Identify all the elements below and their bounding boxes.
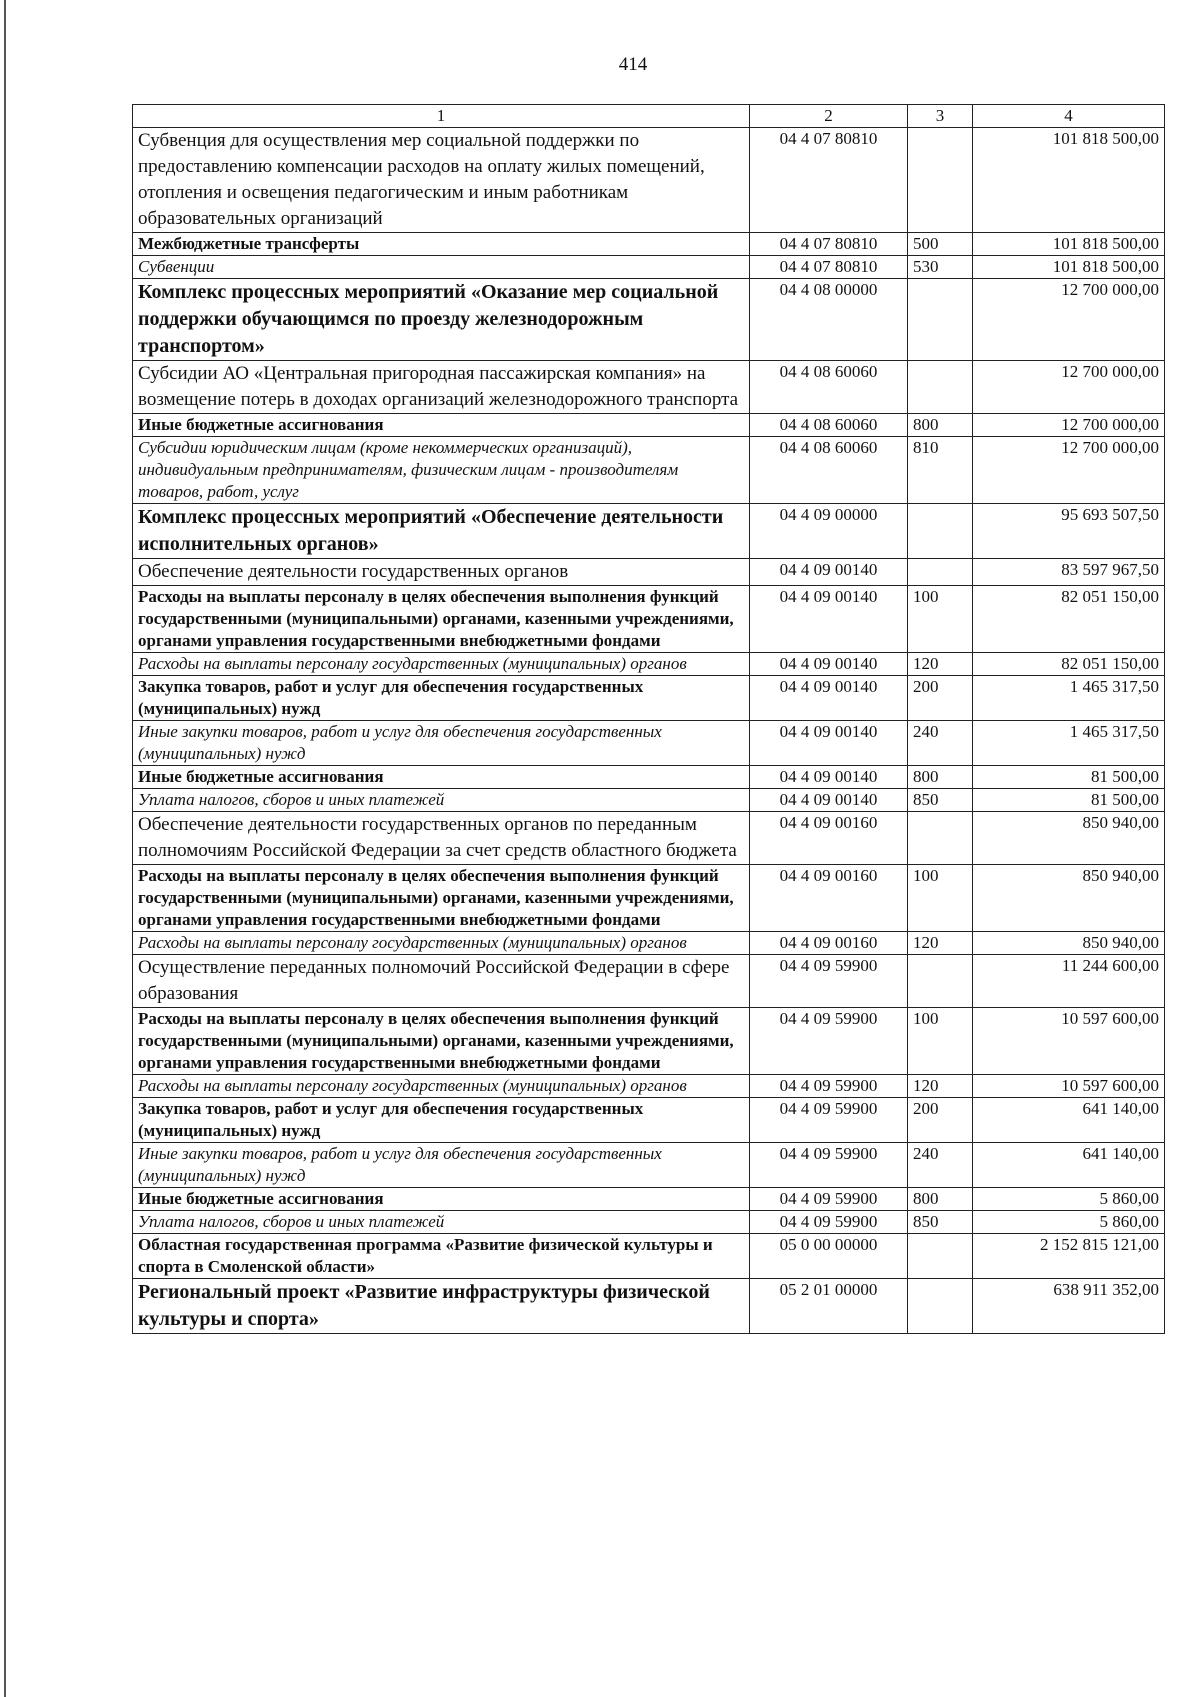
row-code-cell: 04 4 09 00160: [750, 812, 908, 865]
row-sum-cell: 82 051 150,00: [973, 653, 1165, 676]
row-name-cell: Расходы на выплаты персоналу в целях обеспечения выполнения функций государственными (муниципальными) органами, казенными учреждениями, органами управления государственными внебюджетными фондами: [133, 586, 750, 653]
table-row: [133, 504, 1165, 559]
header-row: [133, 105, 1165, 128]
row-code-cell: 04 4 08 00000: [750, 279, 908, 361]
table-row: [133, 437, 1165, 504]
row-code-cell: 04 4 09 00160: [750, 932, 908, 955]
row-name-cell: Обеспечение деятельности государственных органов: [133, 559, 750, 586]
row-sum-cell: 95 693 507,50: [973, 504, 1165, 559]
page-number: 414: [618, 54, 648, 75]
table-row: [133, 932, 1165, 955]
budget-table: [132, 104, 1165, 1334]
row-name-cell: Субвенция для осуществления мер социальной поддержки по предоставлению компенсации расходов на оплату жилых помещений, отопления и освещения педагогическим и иным работникам образовательных организаций: [133, 128, 750, 233]
row-sum-cell: 101 818 500,00: [973, 128, 1165, 233]
table-row: [133, 1188, 1165, 1211]
table-body: [133, 128, 1165, 1334]
row-code-cell: 04 4 09 59900: [750, 1188, 908, 1211]
row-type-cell: 800: [908, 414, 973, 437]
row-type-cell: 100: [908, 1008, 973, 1075]
row-code-cell: 04 4 07 80810: [750, 256, 908, 279]
row-code-cell: 04 4 07 80810: [750, 233, 908, 256]
row-type-cell: 800: [908, 1188, 973, 1211]
header-col-1: 1: [133, 105, 750, 128]
row-name-cell: Закупка товаров, работ и услуг для обеспечения государственных (муниципальных) нужд: [133, 676, 750, 721]
row-name-cell: Межбюджетные трансферты: [133, 233, 750, 256]
row-sum-cell: 81 500,00: [973, 789, 1165, 812]
row-type-cell: 120: [908, 653, 973, 676]
row-code-cell: 04 4 09 00140: [750, 721, 908, 766]
row-name-cell: Расходы на выплаты персоналу государственных (муниципальных) органов: [133, 1075, 750, 1098]
row-type-cell: 200: [908, 1098, 973, 1143]
row-sum-cell: 641 140,00: [973, 1143, 1165, 1188]
row-name-cell: Иные бюджетные ассигнования: [133, 1188, 750, 1211]
row-sum-cell: 12 700 000,00: [973, 437, 1165, 504]
table-row: [133, 812, 1165, 865]
row-name-cell: Иные закупки товаров, работ и услуг для обеспечения государственных (муниципальных) нужд: [133, 721, 750, 766]
row-sum-cell: 10 597 600,00: [973, 1008, 1165, 1075]
row-name-cell: Осуществление переданных полномочий Российской Федерации в сфере образования: [133, 955, 750, 1008]
row-sum-cell: 1 465 317,50: [973, 676, 1165, 721]
row-sum-cell: 12 700 000,00: [973, 414, 1165, 437]
table-row: [133, 256, 1165, 279]
header-col-4: 4: [973, 105, 1165, 128]
row-code-cell: 04 4 09 00000: [750, 504, 908, 559]
row-sum-cell: 12 700 000,00: [973, 279, 1165, 361]
row-code-cell: 04 4 08 60060: [750, 361, 908, 414]
row-code-cell: 04 4 08 60060: [750, 437, 908, 504]
row-type-cell: 100: [908, 586, 973, 653]
row-code-cell: 04 4 09 00160: [750, 865, 908, 932]
row-name-cell: Региональный проект «Развитие инфраструктуры физической культуры и спорта»: [133, 1279, 750, 1334]
row-sum-cell: 101 818 500,00: [973, 256, 1165, 279]
row-type-cell: [908, 812, 973, 865]
row-type-cell: [908, 559, 973, 586]
table-row: [133, 1279, 1165, 1334]
row-sum-cell: 11 244 600,00: [973, 955, 1165, 1008]
table-row: [133, 766, 1165, 789]
row-type-cell: [908, 504, 973, 559]
table-row: [133, 361, 1165, 414]
row-code-cell: 04 4 07 80810: [750, 128, 908, 233]
row-name-cell: Иные бюджетные ассигнования: [133, 414, 750, 437]
row-type-cell: 530: [908, 256, 973, 279]
row-code-cell: 04 4 09 59900: [750, 1075, 908, 1098]
row-type-cell: 120: [908, 932, 973, 955]
row-sum-cell: 10 597 600,00: [973, 1075, 1165, 1098]
row-sum-cell: 850 940,00: [973, 932, 1165, 955]
table-row: [133, 721, 1165, 766]
table-row: [133, 865, 1165, 932]
row-name-cell: Расходы на выплаты персоналу в целях обеспечения выполнения функций государственными (муниципальными) органами, казенными учреждениями, органами управления государственными внебюджетными фондами: [133, 865, 750, 932]
row-name-cell: Иные закупки товаров, работ и услуг для обеспечения государственных (муниципальных) нужд: [133, 1143, 750, 1188]
row-sum-cell: 638 911 352,00: [973, 1279, 1165, 1334]
row-type-cell: [908, 1234, 973, 1279]
table-row: [133, 1211, 1165, 1234]
row-name-cell: Комплекс процессных мероприятий «Обеспечение деятельности исполнительных органов»: [133, 504, 750, 559]
row-type-cell: 200: [908, 676, 973, 721]
row-sum-cell: 5 860,00: [973, 1211, 1165, 1234]
row-type-cell: 240: [908, 1143, 973, 1188]
row-code-cell: 05 0 00 00000: [750, 1234, 908, 1279]
row-code-cell: 04 4 09 00140: [750, 586, 908, 653]
row-code-cell: 04 4 08 60060: [750, 414, 908, 437]
table-row: [133, 676, 1165, 721]
table-row: [133, 559, 1165, 586]
table-row: [133, 1008, 1165, 1075]
row-name-cell: Закупка товаров, работ и услуг для обеспечения государственных (муниципальных) нужд: [133, 1098, 750, 1143]
row-sum-cell: 850 940,00: [973, 865, 1165, 932]
row-sum-cell: 2 152 815 121,00: [973, 1234, 1165, 1279]
table-row: [133, 1143, 1165, 1188]
row-name-cell: Расходы на выплаты персоналу в целях обеспечения выполнения функций государственными (муниципальными) органами, казенными учреждениями, органами управления государственными внебюджетными фондами: [133, 1008, 750, 1075]
row-code-cell: 05 2 01 00000: [750, 1279, 908, 1334]
row-sum-cell: 101 818 500,00: [973, 233, 1165, 256]
row-sum-cell: 83 597 967,50: [973, 559, 1165, 586]
row-name-cell: Расходы на выплаты персоналу государственных (муниципальных) органов: [133, 653, 750, 676]
row-code-cell: 04 4 09 59900: [750, 1143, 908, 1188]
row-code-cell: 04 4 09 00140: [750, 789, 908, 812]
row-type-cell: [908, 361, 973, 414]
row-type-cell: 120: [908, 1075, 973, 1098]
table-row: [133, 233, 1165, 256]
row-sum-cell: 12 700 000,00: [973, 361, 1165, 414]
row-name-cell: Субсидии АО «Центральная пригородная пассажирская компания» на возмещение потерь в доходах организаций железнодорожного транспорта: [133, 361, 750, 414]
row-type-cell: 500: [908, 233, 973, 256]
table-row: [133, 789, 1165, 812]
row-sum-cell: 850 940,00: [973, 812, 1165, 865]
row-name-cell: Комплекс процессных мероприятий «Оказание мер социальной поддержки обучающимся по проезду железнодорожным транспортом»: [133, 279, 750, 361]
table-row: [133, 1098, 1165, 1143]
row-code-cell: 04 4 09 59900: [750, 955, 908, 1008]
table-row: [133, 128, 1165, 233]
row-sum-cell: 5 860,00: [973, 1188, 1165, 1211]
table-row: [133, 1234, 1165, 1279]
table-row: [133, 279, 1165, 361]
row-name-cell: Уплата налогов, сборов и иных платежей: [133, 789, 750, 812]
row-sum-cell: 82 051 150,00: [973, 586, 1165, 653]
row-name-cell: Субвенции: [133, 256, 750, 279]
header-col-2: 2: [750, 105, 908, 128]
row-name-cell: Субсидии юридическим лицам (кроме некоммерческих организаций), индивидуальным предпринимателям, физическим лицам - производителям товаров, работ, услуг: [133, 437, 750, 504]
table-row: [133, 653, 1165, 676]
row-type-cell: [908, 955, 973, 1008]
row-sum-cell: 81 500,00: [973, 766, 1165, 789]
table-header: [133, 105, 1165, 128]
row-type-cell: [908, 128, 973, 233]
row-type-cell: 850: [908, 1211, 973, 1234]
row-code-cell: 04 4 09 59900: [750, 1098, 908, 1143]
header-col-3: 3: [908, 105, 973, 128]
row-code-cell: 04 4 09 59900: [750, 1008, 908, 1075]
table-row: [133, 414, 1165, 437]
row-type-cell: 240: [908, 721, 973, 766]
table-row: [133, 586, 1165, 653]
row-code-cell: 04 4 09 00140: [750, 676, 908, 721]
row-type-cell: [908, 279, 973, 361]
row-type-cell: 800: [908, 766, 973, 789]
row-code-cell: 04 4 09 59900: [750, 1211, 908, 1234]
row-name-cell: Областная государственная программа «Развитие физической культуры и спорта в Смоленской области»: [133, 1234, 750, 1279]
row-name-cell: Расходы на выплаты персоналу государственных (муниципальных) органов: [133, 932, 750, 955]
row-type-cell: 810: [908, 437, 973, 504]
row-type-cell: [908, 1279, 973, 1334]
page-scan-edge: [4, 0, 6, 1697]
row-name-cell: Уплата налогов, сборов и иных платежей: [133, 1211, 750, 1234]
row-sum-cell: 641 140,00: [973, 1098, 1165, 1143]
row-sum-cell: 1 465 317,50: [973, 721, 1165, 766]
table-row: [133, 1075, 1165, 1098]
row-code-cell: 04 4 09 00140: [750, 559, 908, 586]
row-type-cell: 100: [908, 865, 973, 932]
row-name-cell: Иные бюджетные ассигнования: [133, 766, 750, 789]
row-code-cell: 04 4 09 00140: [750, 766, 908, 789]
row-type-cell: 850: [908, 789, 973, 812]
row-name-cell: Обеспечение деятельности государственных органов по переданным полномочиям Российской Федерации за счет средств областного бюджета: [133, 812, 750, 865]
table-row: [133, 955, 1165, 1008]
row-code-cell: 04 4 09 00140: [750, 653, 908, 676]
